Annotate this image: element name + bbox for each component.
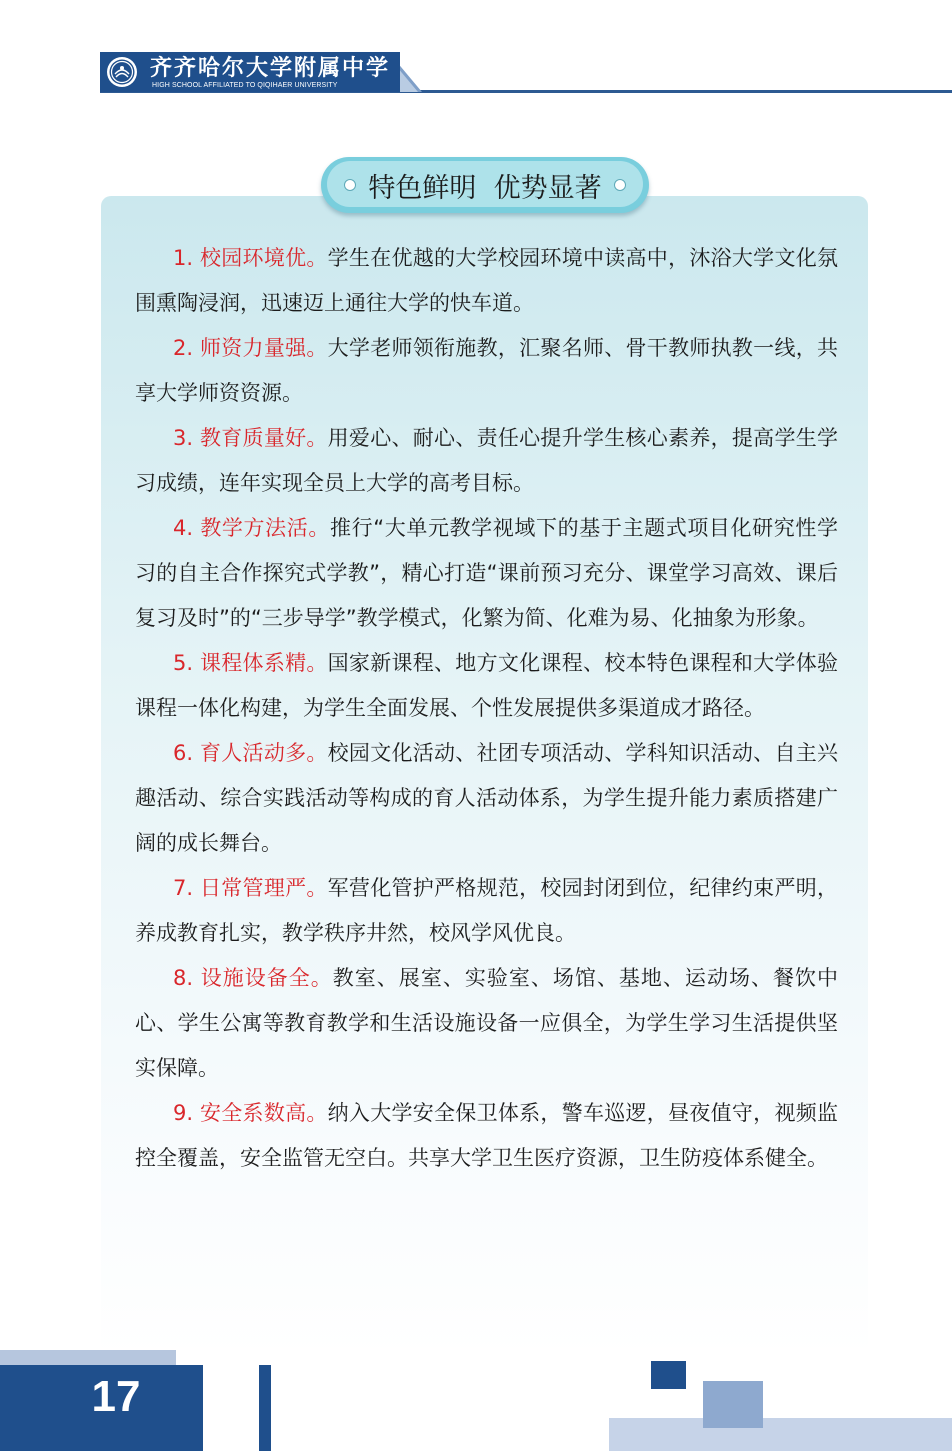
school-emblem-icon	[106, 56, 138, 88]
item-heading: 7. 日常管理严。	[173, 876, 328, 900]
list-item	[135, 416, 838, 506]
item-heading: 2. 师资力量强。	[173, 336, 328, 360]
item-heading: 6. 育人活动多。	[173, 741, 328, 765]
item-heading: 5. 课程体系精。	[173, 651, 328, 675]
page-number: 17	[91, 1372, 141, 1421]
item-text: 国家新课程、地方文化课程、校本特色课程和大学体验课程一体化构建，为学生全面发展、个性发展提供多渠道成才路径。	[135, 651, 839, 720]
item-heading: 9. 安全系数高。	[173, 1101, 328, 1125]
list-item	[135, 236, 838, 326]
list-item	[135, 956, 838, 1091]
footer-decor-band	[609, 1418, 952, 1451]
bullet-dot-icon	[614, 179, 626, 191]
item-text: 军营化管护严格规范，校园封闭到位，纪律约束严明，养成教育扎实，教学秩序井然，校风学风优良。	[135, 876, 839, 945]
item-text: 用爱心、耐心、责任心提升学生核心素养，提高学生学习成绩，连年实现全员上大学的高考目标。	[135, 426, 839, 495]
footer-decor-bar	[259, 1365, 271, 1451]
list-item	[135, 866, 838, 956]
list-item	[135, 506, 838, 641]
footer-decor-square	[703, 1381, 763, 1428]
item-heading: 1. 校园环境优。	[173, 246, 328, 270]
item-text: 推行“大单元教学视域下的基于主题式项目化研究性学习的自主合作探究式学教”，精心打造“课前预习充分、课堂学习高效、课后复习及时”的“三步导学”教学模式，化繁为简、化难为易、化抽象为形象。	[135, 516, 838, 630]
item-heading: 8. 设施设备全。	[173, 966, 333, 990]
item-heading: 3. 教育质量好。	[173, 426, 328, 450]
list-item	[135, 641, 838, 731]
item-text: 大学老师领衔施教，汇聚名师、骨干教师执教一线，共享大学师资资源。	[135, 336, 839, 405]
item-text: 学生在优越的大学校园环境中读高中，沐浴大学文化氛围熏陶浸润，迅速迈上通往大学的快车道。	[135, 246, 839, 315]
list-item	[135, 731, 838, 866]
section-title-badge	[321, 157, 649, 213]
footer-decor-band	[0, 1350, 176, 1365]
footer-decor-square	[651, 1361, 686, 1389]
item-text: 纳入大学安全保卫体系，警车巡逻，昼夜值守，视频监控全覆盖，安全监管无空白。共享大学卫生医疗资源，卫生防疫体系健全。	[135, 1101, 839, 1170]
list-item	[135, 1091, 838, 1181]
section-title: 特色鲜明 优势显著	[368, 172, 602, 204]
list-item	[135, 326, 838, 416]
school-name: 齐齐哈尔大学附属中学	[150, 55, 391, 81]
item-text: 校园文化活动、社团专项活动、学科知识活动、自主兴趣活动、综合实践活动等构成的育人活动体系，为学生提升能力素质搭建广阔的成长舞台。	[135, 741, 839, 855]
item-text: 教室、展室、实验室、场馆、基地、运动场、餐饮中心、学生公寓等教育教学和生活设施设备一应俱全，为学生学习生活提供坚实保障。	[135, 966, 838, 1080]
item-heading: 4. 教学方法活。	[173, 516, 331, 540]
bullet-dot-icon	[344, 179, 356, 191]
school-name-english: HIGH SCHOOL AFFILIATED TO QIQIHAER UNIVERSITY	[152, 82, 338, 89]
feature-list	[135, 236, 838, 1181]
